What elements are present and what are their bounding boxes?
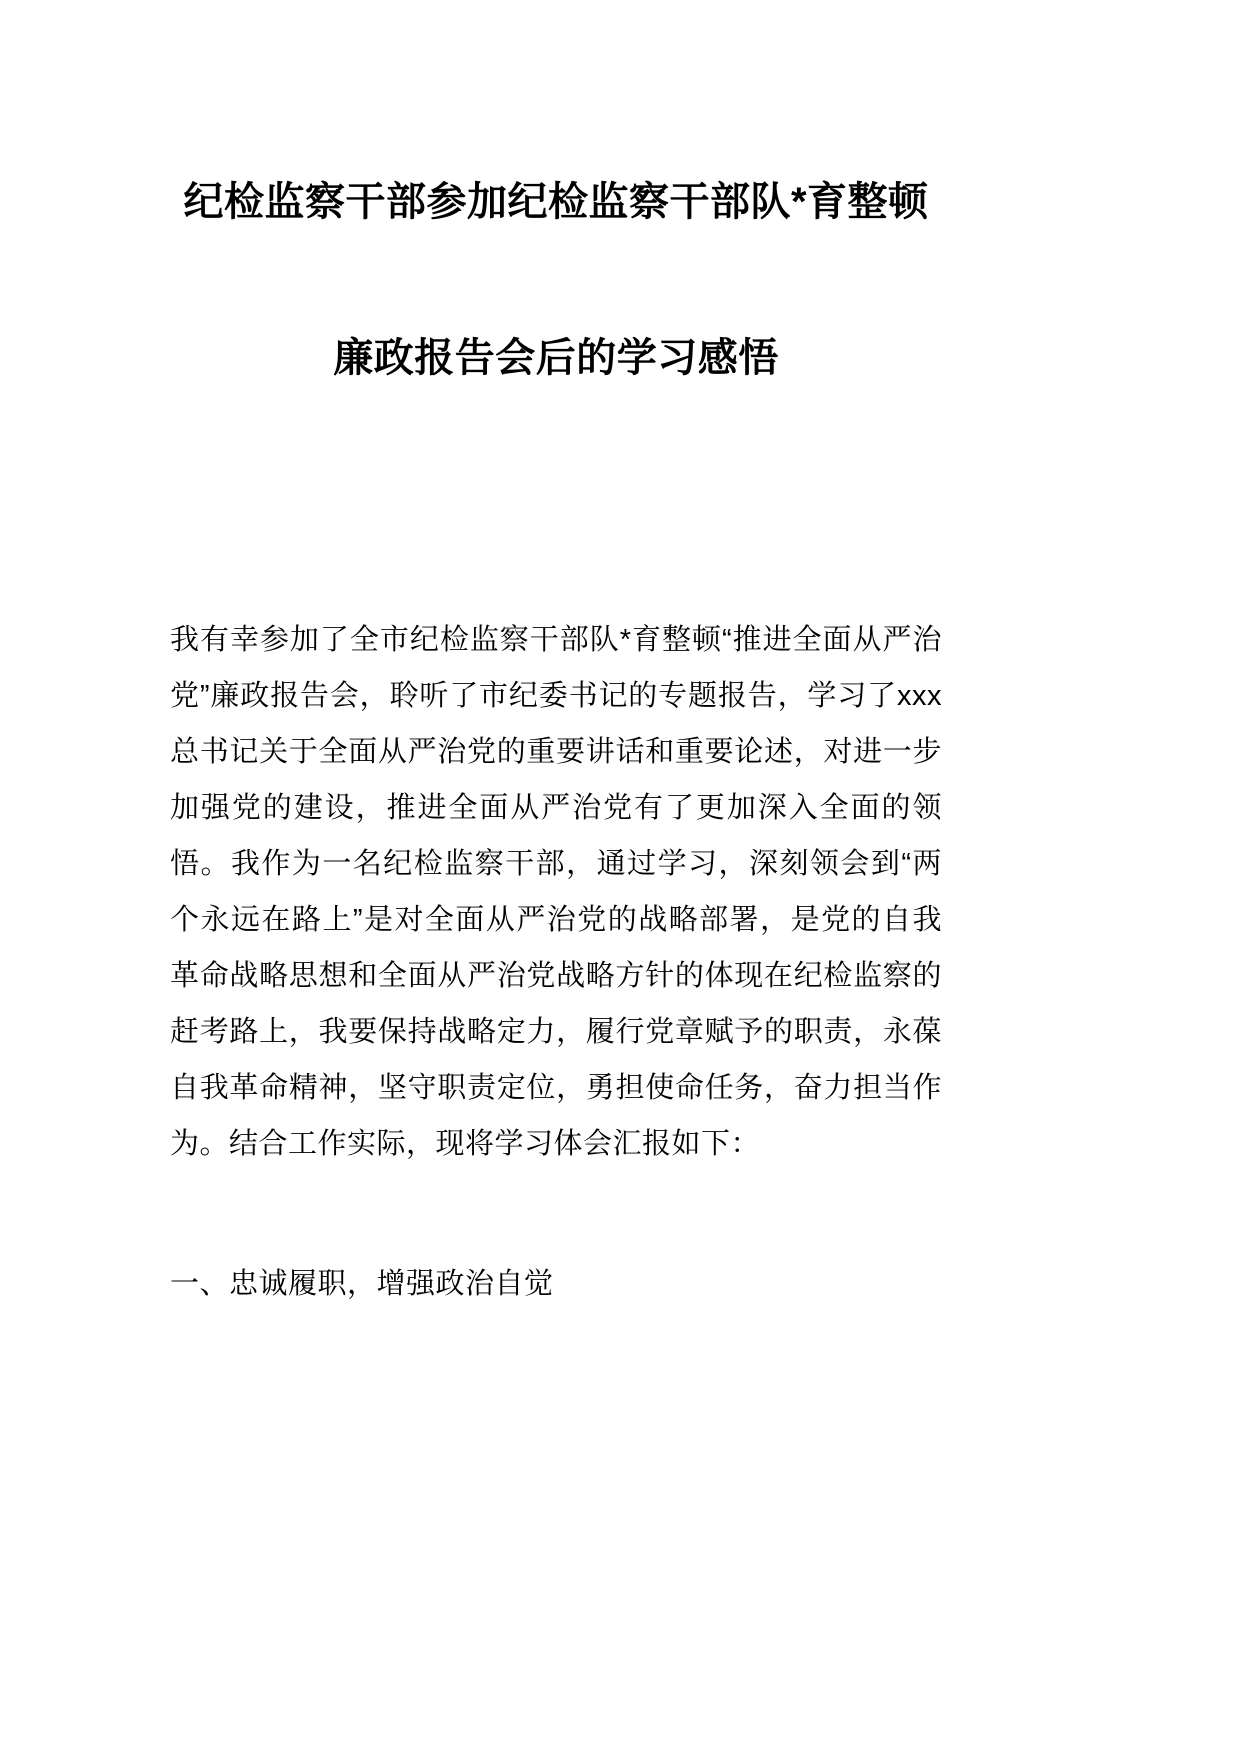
section-heading-1: 一、忠诚履职，增强政治自觉 xyxy=(170,1268,554,1300)
document-title xyxy=(170,0,942,382)
document-content-column xyxy=(170,0,942,1312)
intro-paragraph: 我有幸参加了全市纪检监察干部队*育整顿“推进全面从严治党”廉政报告会，聆听了市纪委书记的专题报告，学习了xxx总书记关于全面从严治党的重要讲话和重要论述，对进一步加强党的建设，推进全面从严治党有了更加深入全面的领悟。我作为一名纪检监察干部，通过学习，深刻领会到“两个永远在路上”是对全面从严治党的战略部署，是党的自我革命战略思想和全面从严治党战略方针的体现在纪检监察的赶考路上，我要保持战略定力，履行党章赋予的职责，永葆自我革命精神，坚守职责定位，勇担使命任务，奋力担当作为。结合工作实际，现将学习体会汇报如下： xyxy=(170,624,942,1160)
document-title-line-2: 廉政报告会后的学习感悟 xyxy=(333,336,779,380)
document-title-line-1: 纪检监察干部参加纪检监察干部队*育整顿 xyxy=(183,180,929,224)
